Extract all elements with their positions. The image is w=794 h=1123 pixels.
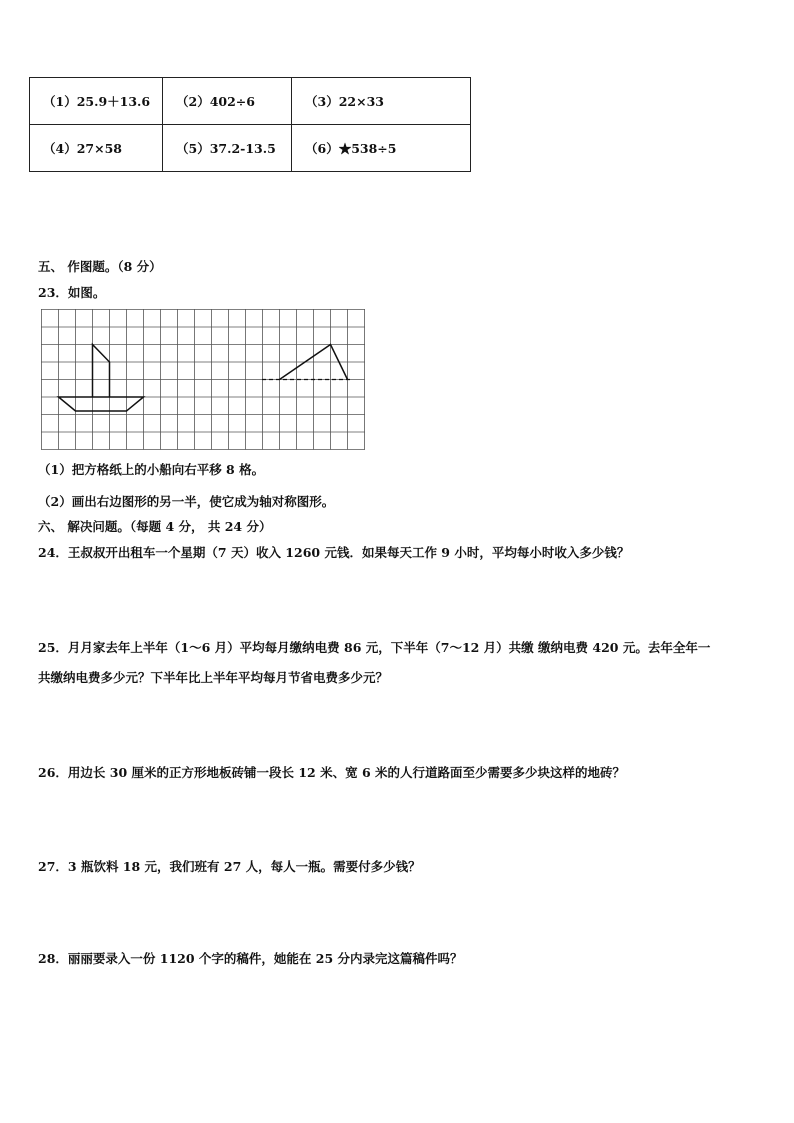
table-row xyxy=(30,125,471,172)
grid-paper-figure xyxy=(41,309,365,450)
table-cell: （5）37.2-13.5 xyxy=(163,125,292,172)
section-5-heading: 五、 作图题。（8 分） xyxy=(38,259,162,274)
question-23-part-1: （1）把方格纸上的小船向右平移 8 格。 xyxy=(38,462,265,477)
table-cell: （3）22×33 xyxy=(292,78,471,125)
question-24: 24．王叔叔开出租车一个星期（7 天）收入 1260 元钱．如果每天工作 9 小时，平均每小时收入多少钱？ xyxy=(38,545,630,560)
section-6-heading: 六、 解决问题。（每题 4 分， 共 24 分） xyxy=(38,519,272,534)
table-cell: （1）25.9＋13.6 xyxy=(30,78,163,125)
grid-lines xyxy=(41,309,365,450)
boat-shape xyxy=(59,345,144,412)
table-cell: （6）★538÷5 xyxy=(292,125,471,172)
question-23-part-2: （2）画出右边图形的另一半，使它成为轴对称图形。 xyxy=(38,494,335,509)
question-26: 26．用边长 30 厘米的正方形地板砖铺一段长 12 米、宽 6 米的人行道路面至少需要多少块这样的地砖？ xyxy=(38,765,625,780)
calculation-table xyxy=(29,77,471,172)
table-cell: （2）402÷6 xyxy=(163,78,292,125)
question-28: 28．丽丽要录入一份 1120 个字的稿件，她能在 25 分内录完这篇稿件吗？ xyxy=(38,951,463,966)
question-25-line-1: 25．月月家去年上半年（1～6 月）平均每月缴纳电费 86 元，下半年（7～12 月）共缴 缴纳电费 420 元。去年全年一 xyxy=(38,640,711,655)
question-25-line-2: 共缴纳电费多少元？下半年比上半年平均每月节省电费多少元？ xyxy=(38,670,389,685)
table-cell: （4）27×58 xyxy=(30,125,163,172)
question-23-title: 23．如图。 xyxy=(38,285,106,300)
question-27: 27．3 瓶饮料 18 元，我们班有 27 人，每人一瓶。需要付多少钱？ xyxy=(38,859,421,874)
table-row xyxy=(30,78,471,125)
